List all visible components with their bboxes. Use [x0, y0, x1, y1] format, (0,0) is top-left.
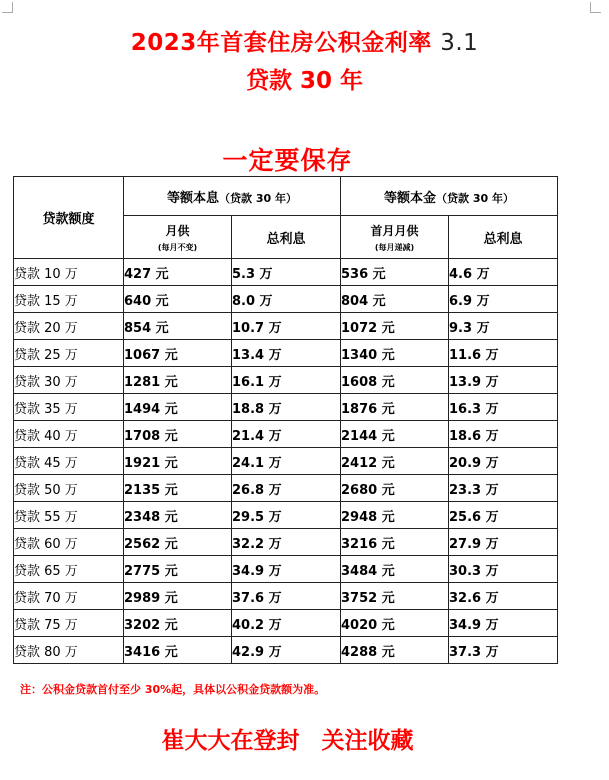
- total-interest-cell-2: 25.6 万: [449, 502, 558, 529]
- loan-amount-cell: 贷款 10 万: [14, 259, 124, 286]
- first-month-payment-cell: 2144 元: [341, 421, 449, 448]
- monthly-payment-cell: 1281 元: [124, 367, 232, 394]
- first-month-payment-cell: 804 元: [341, 286, 449, 313]
- monthly-payment-cell: 1067 元: [124, 340, 232, 367]
- loan-amount-cell: 贷款 65 万: [14, 556, 124, 583]
- monthly-payment-header: [124, 216, 232, 259]
- loan-amount-cell: 贷款 40 万: [14, 421, 124, 448]
- page-title: [0, 24, 609, 57]
- equal-payment-header: [124, 177, 341, 216]
- table-header-row: [14, 177, 558, 216]
- first-month-payment-cell: 4288 元: [341, 637, 449, 664]
- reminder-heading: 一定要保存: [222, 146, 353, 175]
- equal-payment-title: 等额本息: [167, 190, 220, 206]
- table-row: [14, 502, 558, 529]
- first-month-payment-cell: 1072 元: [341, 313, 449, 340]
- first-month-payment-cell: 3216 元: [341, 529, 449, 556]
- title-rate: 3.1: [440, 30, 479, 56]
- total-interest-header: 总利息: [232, 216, 341, 259]
- total-interest-cell: 21.4 万: [232, 421, 341, 448]
- total-interest-cell: 5.3 万: [232, 259, 341, 286]
- monthly-payment-cell: 427 元: [124, 259, 232, 286]
- equal-payment-sub: （贷款 30 年）: [219, 191, 297, 205]
- total-interest-cell-2: 32.6 万: [449, 583, 558, 610]
- total-interest-cell: 40.2 万: [232, 610, 341, 637]
- first-month-payment-cell: 536 元: [341, 259, 449, 286]
- footer-slogan: 崔大大在登封 关注收藏: [161, 728, 414, 754]
- total-interest-cell-2: 6.9 万: [449, 286, 558, 313]
- table-row: [14, 313, 558, 340]
- total-interest-cell-2: 9.3 万: [449, 313, 558, 340]
- page-corner-mark-left: [2, 2, 13, 13]
- first-month-payment-header: [341, 216, 449, 259]
- table-row: [14, 637, 558, 664]
- table-row: [14, 286, 558, 313]
- monthly-payment-cell: 854 元: [124, 313, 232, 340]
- table-row: [14, 367, 558, 394]
- table-row: [14, 394, 558, 421]
- equal-principal-sub: （贷款 30 年）: [436, 191, 515, 205]
- loan-amount-cell: 贷款 30 万: [14, 367, 124, 394]
- first-month-payment-cell: 2948 元: [341, 502, 449, 529]
- monthly-payment-cell: 640 元: [124, 286, 232, 313]
- loan-amount-cell: 贷款 75 万: [14, 610, 124, 637]
- equal-principal-title: 等额本金: [384, 190, 437, 206]
- loan-amount-cell: 贷款 70 万: [14, 583, 124, 610]
- total-interest-cell-2: 16.3 万: [449, 394, 558, 421]
- first-month-payment-cell: 3752 元: [341, 583, 449, 610]
- loan-amount-cell: 贷款 35 万: [14, 394, 124, 421]
- monthly-payment-cell: 1708 元: [124, 421, 232, 448]
- total-interest-cell: 29.5 万: [232, 502, 341, 529]
- total-interest-cell: 13.4 万: [232, 340, 341, 367]
- table-row: [14, 529, 558, 556]
- footnote: 注：公积金贷款首付至少 30%起，具体以公积金贷款额为准。: [20, 683, 326, 696]
- first-month-payment-label: 首月月供: [370, 223, 419, 238]
- total-interest-cell: 26.8 万: [232, 475, 341, 502]
- total-interest-cell: 32.2 万: [232, 529, 341, 556]
- table-row: [14, 448, 558, 475]
- loan-amount-cell: 贷款 25 万: [14, 340, 124, 367]
- first-month-payment-cell: 2680 元: [341, 475, 449, 502]
- total-interest-cell-2: 37.3 万: [449, 637, 558, 664]
- first-month-payment-cell: 1340 元: [341, 340, 449, 367]
- monthly-payment-cell: 3202 元: [124, 610, 232, 637]
- table-row: [14, 610, 558, 637]
- total-interest-cell: 37.6 万: [232, 583, 341, 610]
- total-interest-cell: 16.1 万: [232, 367, 341, 394]
- loan-amount-cell: 贷款 15 万: [14, 286, 124, 313]
- table-row: [14, 556, 558, 583]
- total-interest-cell-2: 34.9 万: [449, 610, 558, 637]
- loan-amount-cell: 贷款 50 万: [14, 475, 124, 502]
- total-interest-header-2: 总利息: [449, 216, 558, 259]
- total-interest-cell-2: 4.6 万: [449, 259, 558, 286]
- table-row: [14, 340, 558, 367]
- total-interest-cell-2: 30.3 万: [449, 556, 558, 583]
- total-interest-cell-2: 20.9 万: [449, 448, 558, 475]
- monthly-payment-note: (每月不变): [157, 242, 198, 252]
- first-month-payment-cell: 4020 元: [341, 610, 449, 637]
- loan-amount-header: 贷款额度: [14, 177, 124, 259]
- page-corner-mark-right: [590, 2, 601, 13]
- monthly-payment-label: 月供: [165, 223, 190, 238]
- monthly-payment-cell: 1921 元: [124, 448, 232, 475]
- total-interest-cell-2: 11.6 万: [449, 340, 558, 367]
- first-month-payment-note: (每月递减): [374, 242, 415, 252]
- monthly-payment-cell: 3416 元: [124, 637, 232, 664]
- first-month-payment-cell: 1876 元: [341, 394, 449, 421]
- first-month-payment-cell: 3484 元: [341, 556, 449, 583]
- total-interest-cell-2: 13.9 万: [449, 367, 558, 394]
- title-term: 贷款 30 年: [245, 68, 364, 94]
- equal-principal-header: [341, 177, 558, 216]
- loan-rate-table: [13, 176, 558, 664]
- title-main: 2023年首套住房公积金利率: [130, 30, 432, 56]
- total-interest-cell: 18.8 万: [232, 394, 341, 421]
- total-interest-cell-2: 18.6 万: [449, 421, 558, 448]
- monthly-payment-cell: 1494 元: [124, 394, 232, 421]
- loan-amount-cell: 贷款 20 万: [14, 313, 124, 340]
- table-row: [14, 259, 558, 286]
- total-interest-cell-2: 27.9 万: [449, 529, 558, 556]
- total-interest-cell-2: 23.3 万: [449, 475, 558, 502]
- monthly-payment-cell: 2135 元: [124, 475, 232, 502]
- loan-amount-cell: 贷款 55 万: [14, 502, 124, 529]
- table-row: [14, 421, 558, 448]
- loan-amount-cell: 贷款 60 万: [14, 529, 124, 556]
- monthly-payment-cell: 2775 元: [124, 556, 232, 583]
- table-row: [14, 475, 558, 502]
- monthly-payment-cell: 2989 元: [124, 583, 232, 610]
- monthly-payment-cell: 2348 元: [124, 502, 232, 529]
- monthly-payment-cell: 2562 元: [124, 529, 232, 556]
- loan-amount-cell: 贷款 80 万: [14, 637, 124, 664]
- first-month-payment-cell: 1608 元: [341, 367, 449, 394]
- loan-amount-cell: 贷款 45 万: [14, 448, 124, 475]
- first-month-payment-cell: 2412 元: [341, 448, 449, 475]
- total-interest-cell: 34.9 万: [232, 556, 341, 583]
- total-interest-cell: 10.7 万: [232, 313, 341, 340]
- total-interest-cell: 24.1 万: [232, 448, 341, 475]
- total-interest-cell: 42.9 万: [232, 637, 341, 664]
- total-interest-cell: 8.0 万: [232, 286, 341, 313]
- table-row: [14, 583, 558, 610]
